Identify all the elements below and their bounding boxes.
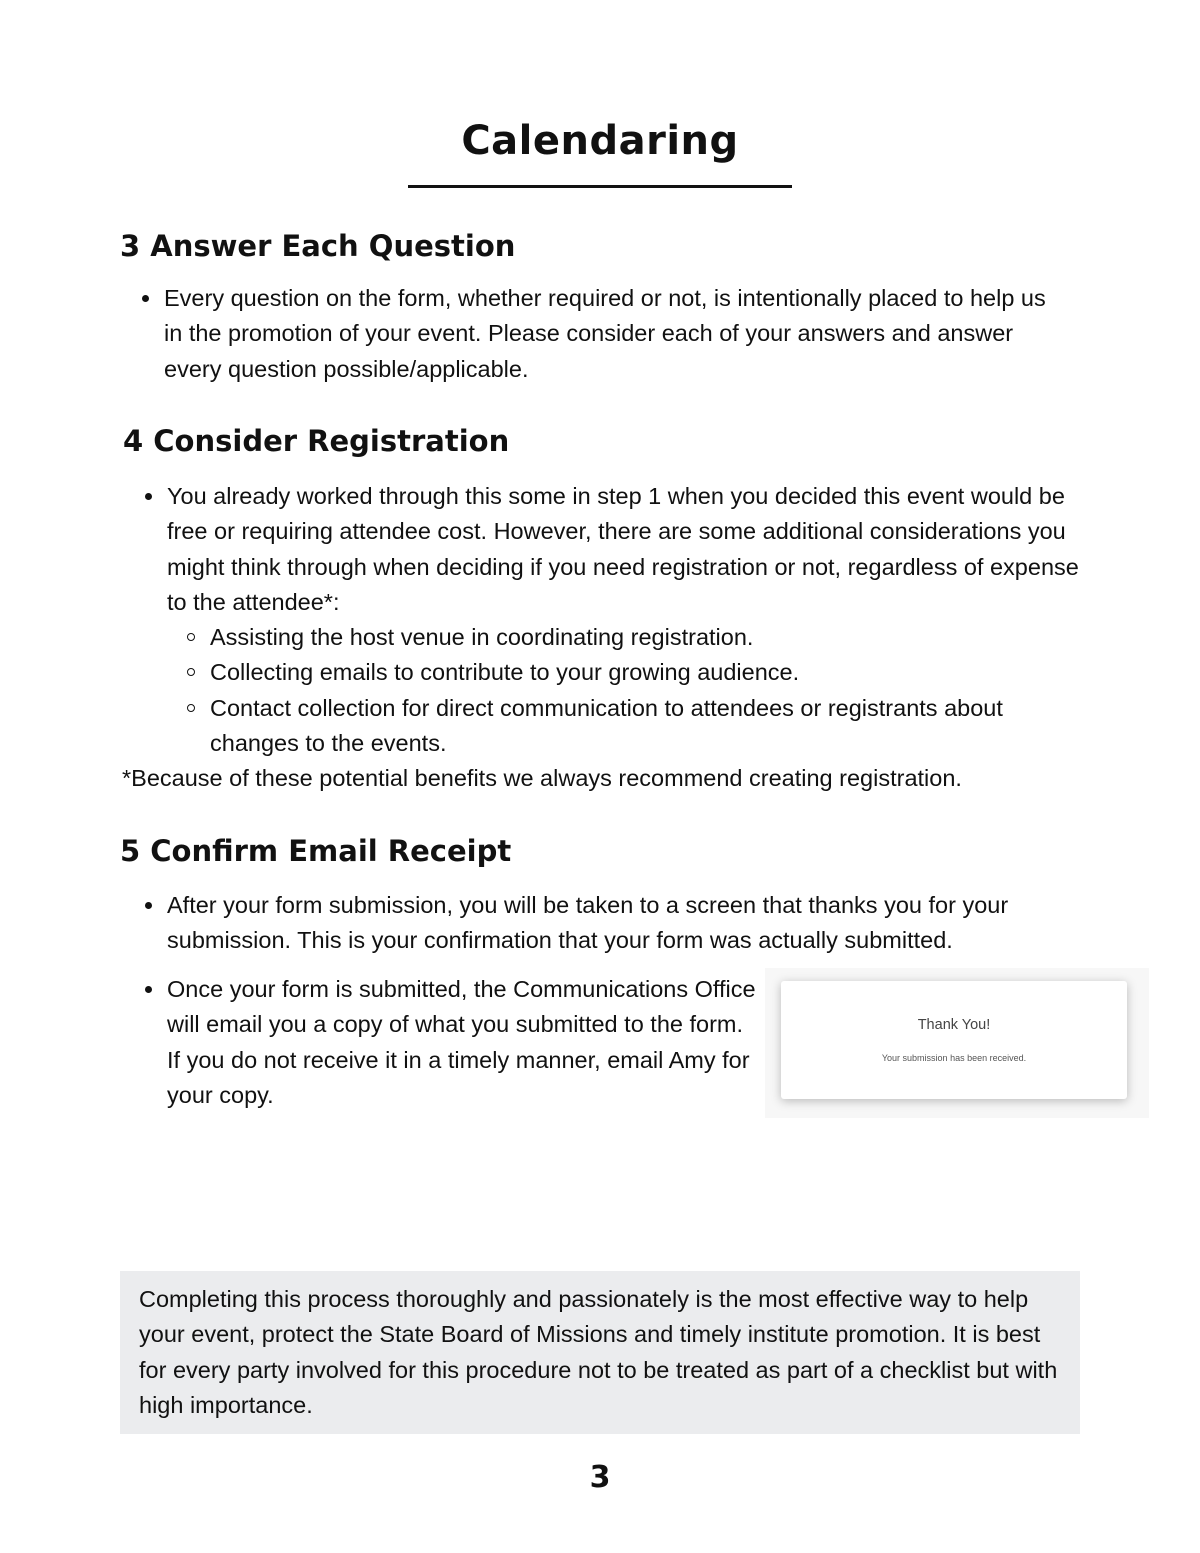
sub-list-item: Contact collection for direct communication to attendees or registrants about changes to the events. [210, 691, 1090, 762]
list-item: After your form submission, you will be taken to a screen that thanks you for your submission. This is your confirmation that your form was actually submitted. [167, 888, 1097, 959]
list-item: You already worked through this some in step 1 when you decided this event would be free or requiring attendee cost. However, there are some additional considerations you might think through when deciding if you need registration or not, regardless of expense to the attendee*: [167, 479, 1087, 620]
page-number: 3 [589, 1460, 611, 1495]
page-title: Calendaring [461, 118, 739, 164]
callout-box [120, 1271, 1080, 1434]
section-4-list [167, 479, 1087, 620]
sub-list-item: Collecting emails to contribute to your growing audience. [210, 655, 1090, 690]
thank-you-message: Your submission has been received. [881, 1053, 1027, 1063]
list-item: Every question on the form, whether required or not, is intentionally placed to help us in the promotion of your event. Please consider each of your answers and answer every question possible/applicable. [164, 281, 1064, 387]
list-item: Once your form is submitted, the Communications Office will email you a copy of what you submitted to the form. If you do not receive it in a timely manner, email Amy for your copy. [167, 972, 757, 1113]
thank-you-card [781, 981, 1127, 1099]
section-5-list [167, 888, 1097, 959]
callout-text: Completing this process thoroughly and passionately is the most effective way to help your event, protect the State Board of Missions and timely institute promotion. It is best for every party involved for this procedure not to be treated as part of a checklist but with high importance. [139, 1286, 1058, 1418]
section-3-list [164, 281, 1064, 387]
section-4-sublist [210, 620, 1090, 761]
section-4-heading: 4 Consider Registration [123, 424, 510, 458]
registration-footnote: *Because of these potential benefits we always recommend creating registration. [122, 765, 962, 791]
section-5-heading: 5 Confirm Email Receipt [120, 834, 512, 868]
section-3-heading: 3 Answer Each Question [120, 229, 516, 263]
thank-you-title: Thank You! [917, 1017, 991, 1033]
section-5-list-continued [167, 972, 757, 1113]
sub-list-item: Assisting the host venue in coordinating registration. [210, 620, 1090, 655]
title-underline [408, 185, 792, 188]
thank-you-screenshot [765, 968, 1149, 1118]
